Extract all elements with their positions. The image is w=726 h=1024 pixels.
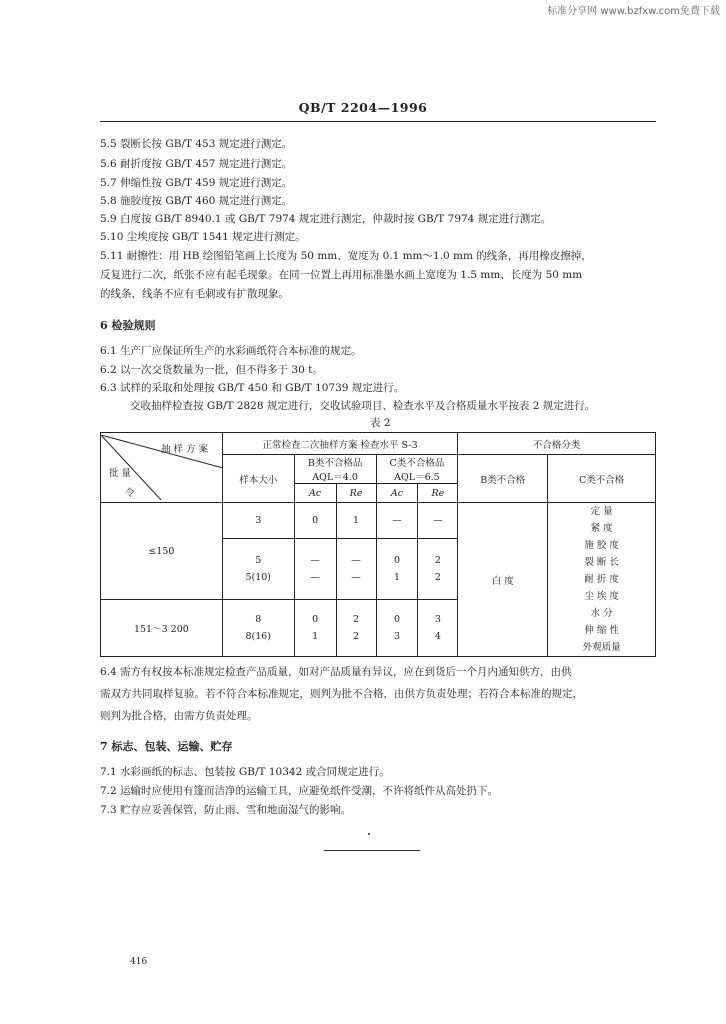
table-cell: — — xyxy=(294,539,336,600)
item-7-2: 7.2 运输时应使用有篷而洁净的运输工具，应避免纸件受潮，不许将纸件从高处扔下。 xyxy=(100,785,499,797)
table-cell: 0 1 xyxy=(294,600,336,657)
table-cell: 8 8(16) xyxy=(222,600,294,657)
item-6-2: 6.2 以一次交货数量为一批，但不得多于 30 t。 xyxy=(100,364,323,376)
corner-label-unit: 令 xyxy=(125,488,135,499)
header-fail-b: B类不合格 xyxy=(458,455,548,503)
table-cell: 0 3 xyxy=(376,600,418,657)
end-rule xyxy=(324,850,420,851)
item-6-1: 6.1 生产厂应保证所生产的水彩画纸符合本标准的规定。 xyxy=(100,345,362,357)
item-5-11-line3: 的线条，线条不应有毛刺或有扩散现象。 xyxy=(100,288,289,300)
header-b-re: Re xyxy=(336,484,376,503)
table-cell: 1 xyxy=(336,503,376,539)
table-cell: 2 2 xyxy=(336,600,376,657)
item-6-4: 6.4 需方有权按本标准规定检查产品质量，如对产品质量有异议，应在到货后一个月内通知供方，由供 xyxy=(100,666,572,678)
item-6-3-line2: 交收抽样检查按 GB/T 2828 规定进行，交收试验项目、检查水平及合格质量水平按表 2 规定进行。 xyxy=(130,400,596,412)
item-7-1: 7.1 水彩画纸的标志、包装按 GB/T 10342 或合同规定进行。 xyxy=(100,766,390,778)
table-cell: 3 xyxy=(222,503,294,539)
item-7-3: 7.3 贮存应妥善保管，防止雨、雪和地面湿气的影响。 xyxy=(100,804,352,816)
header-sampling-plan: 正常检查二次抽样方案 检查水平 S-3 xyxy=(222,433,458,455)
table-cell: 0 1 xyxy=(376,539,418,600)
item-6-3: 6.3 试样的采取和处理按 GB/T 450 和 GB/T 10739 规定进行。 xyxy=(100,382,405,394)
header-fail-c: C类不合格 xyxy=(548,455,656,503)
item-5-10: 5.10 尘埃度按 GB/T 1541 规定进行测定。 xyxy=(100,231,306,243)
header-class-c: C类不合格品 AQL＝6.5 xyxy=(376,455,458,484)
batch-151-3200: 151～3 200 xyxy=(101,600,223,657)
item-6-4-line2: 需双方共同取样复验。若不符合本标准规定，则判为批不合格，由供方负责处理；若符合本标准的规定， xyxy=(100,688,583,700)
end-mark-dot xyxy=(368,833,370,835)
table-caption: 表 2 xyxy=(370,417,391,429)
header-c-re: Re xyxy=(418,484,458,503)
header-rule xyxy=(100,121,656,122)
table-cell: — xyxy=(376,503,418,539)
standard-header: QB/T 2204—1996 xyxy=(298,100,428,115)
table-cell: 3 4 xyxy=(418,600,458,657)
table-cell: 0 xyxy=(294,503,336,539)
corner-label-plan: 抽 样 方 案 xyxy=(161,444,209,455)
header-class-b: B类不合格品 AQL＝4.0 xyxy=(294,455,376,484)
item-5-6: 5.6 耐折度按 GB/T 457 规定进行测定。 xyxy=(100,158,293,170)
item-6-4-line3: 则判为批合格，由需方负责处理。 xyxy=(100,710,258,722)
item-5-5: 5.5 裂断长按 GB/T 453 规定进行测定。 xyxy=(100,138,293,150)
page-number: 416 xyxy=(130,957,148,967)
table-cell: 5 5(10) xyxy=(222,539,294,600)
section-7-heading: 7 标志、包装、运输、贮存 xyxy=(100,740,233,753)
header-b-ac: Ac xyxy=(294,484,336,503)
table-cell: — xyxy=(418,503,458,539)
item-5-8: 5.8 施胶度按 GB/T 460 规定进行测定。 xyxy=(100,195,293,207)
fail-b-whiteness: 白 度 xyxy=(458,503,548,657)
header-c-ac: Ac xyxy=(376,484,418,503)
item-5-9: 5.9 白度按 GB/T 8940.1 或 GB/T 7974 规定进行测定，仲裁时按 GB/T 7974 规定进行测定。 xyxy=(100,213,552,225)
watermark: 标准分享网 www.bzfxw.com免费下载 xyxy=(547,6,720,17)
table-corner-header xyxy=(101,433,223,503)
item-5-11: 5.11 耐擦性：用 HB 绘图铅笔画上长度为 50 mm、宽度为 0.1 mm～1.0 mm 的线条，再用橡皮擦掉， xyxy=(100,250,592,262)
item-5-7: 5.7 伸缩性按 GB/T 459 规定进行测定。 xyxy=(100,177,293,189)
table-cell: 2 2 xyxy=(418,539,458,600)
table-cell: — — xyxy=(336,539,376,600)
corner-label-batch: 批 量 xyxy=(109,468,132,479)
fail-c-items: 定 量 紧 度 施 胶 度 裂 断 长 耐 折 度 尘 埃 度 水 分 伸 缩 性 外观质量 xyxy=(548,503,656,657)
table-2 xyxy=(100,432,656,657)
batch-le-150: ≤150 xyxy=(101,503,223,600)
section-6-heading: 6 检验规则 xyxy=(100,319,156,332)
header-fail-class: 不合格分类 xyxy=(458,433,656,455)
item-5-11-line2: 反复进行二次，纸张不应有起毛现象。在同一位置上再用标准墨水画上宽度为 1.5 mm、长度为 50 mm xyxy=(100,269,583,281)
header-sample-size: 样本大小 xyxy=(222,455,294,503)
